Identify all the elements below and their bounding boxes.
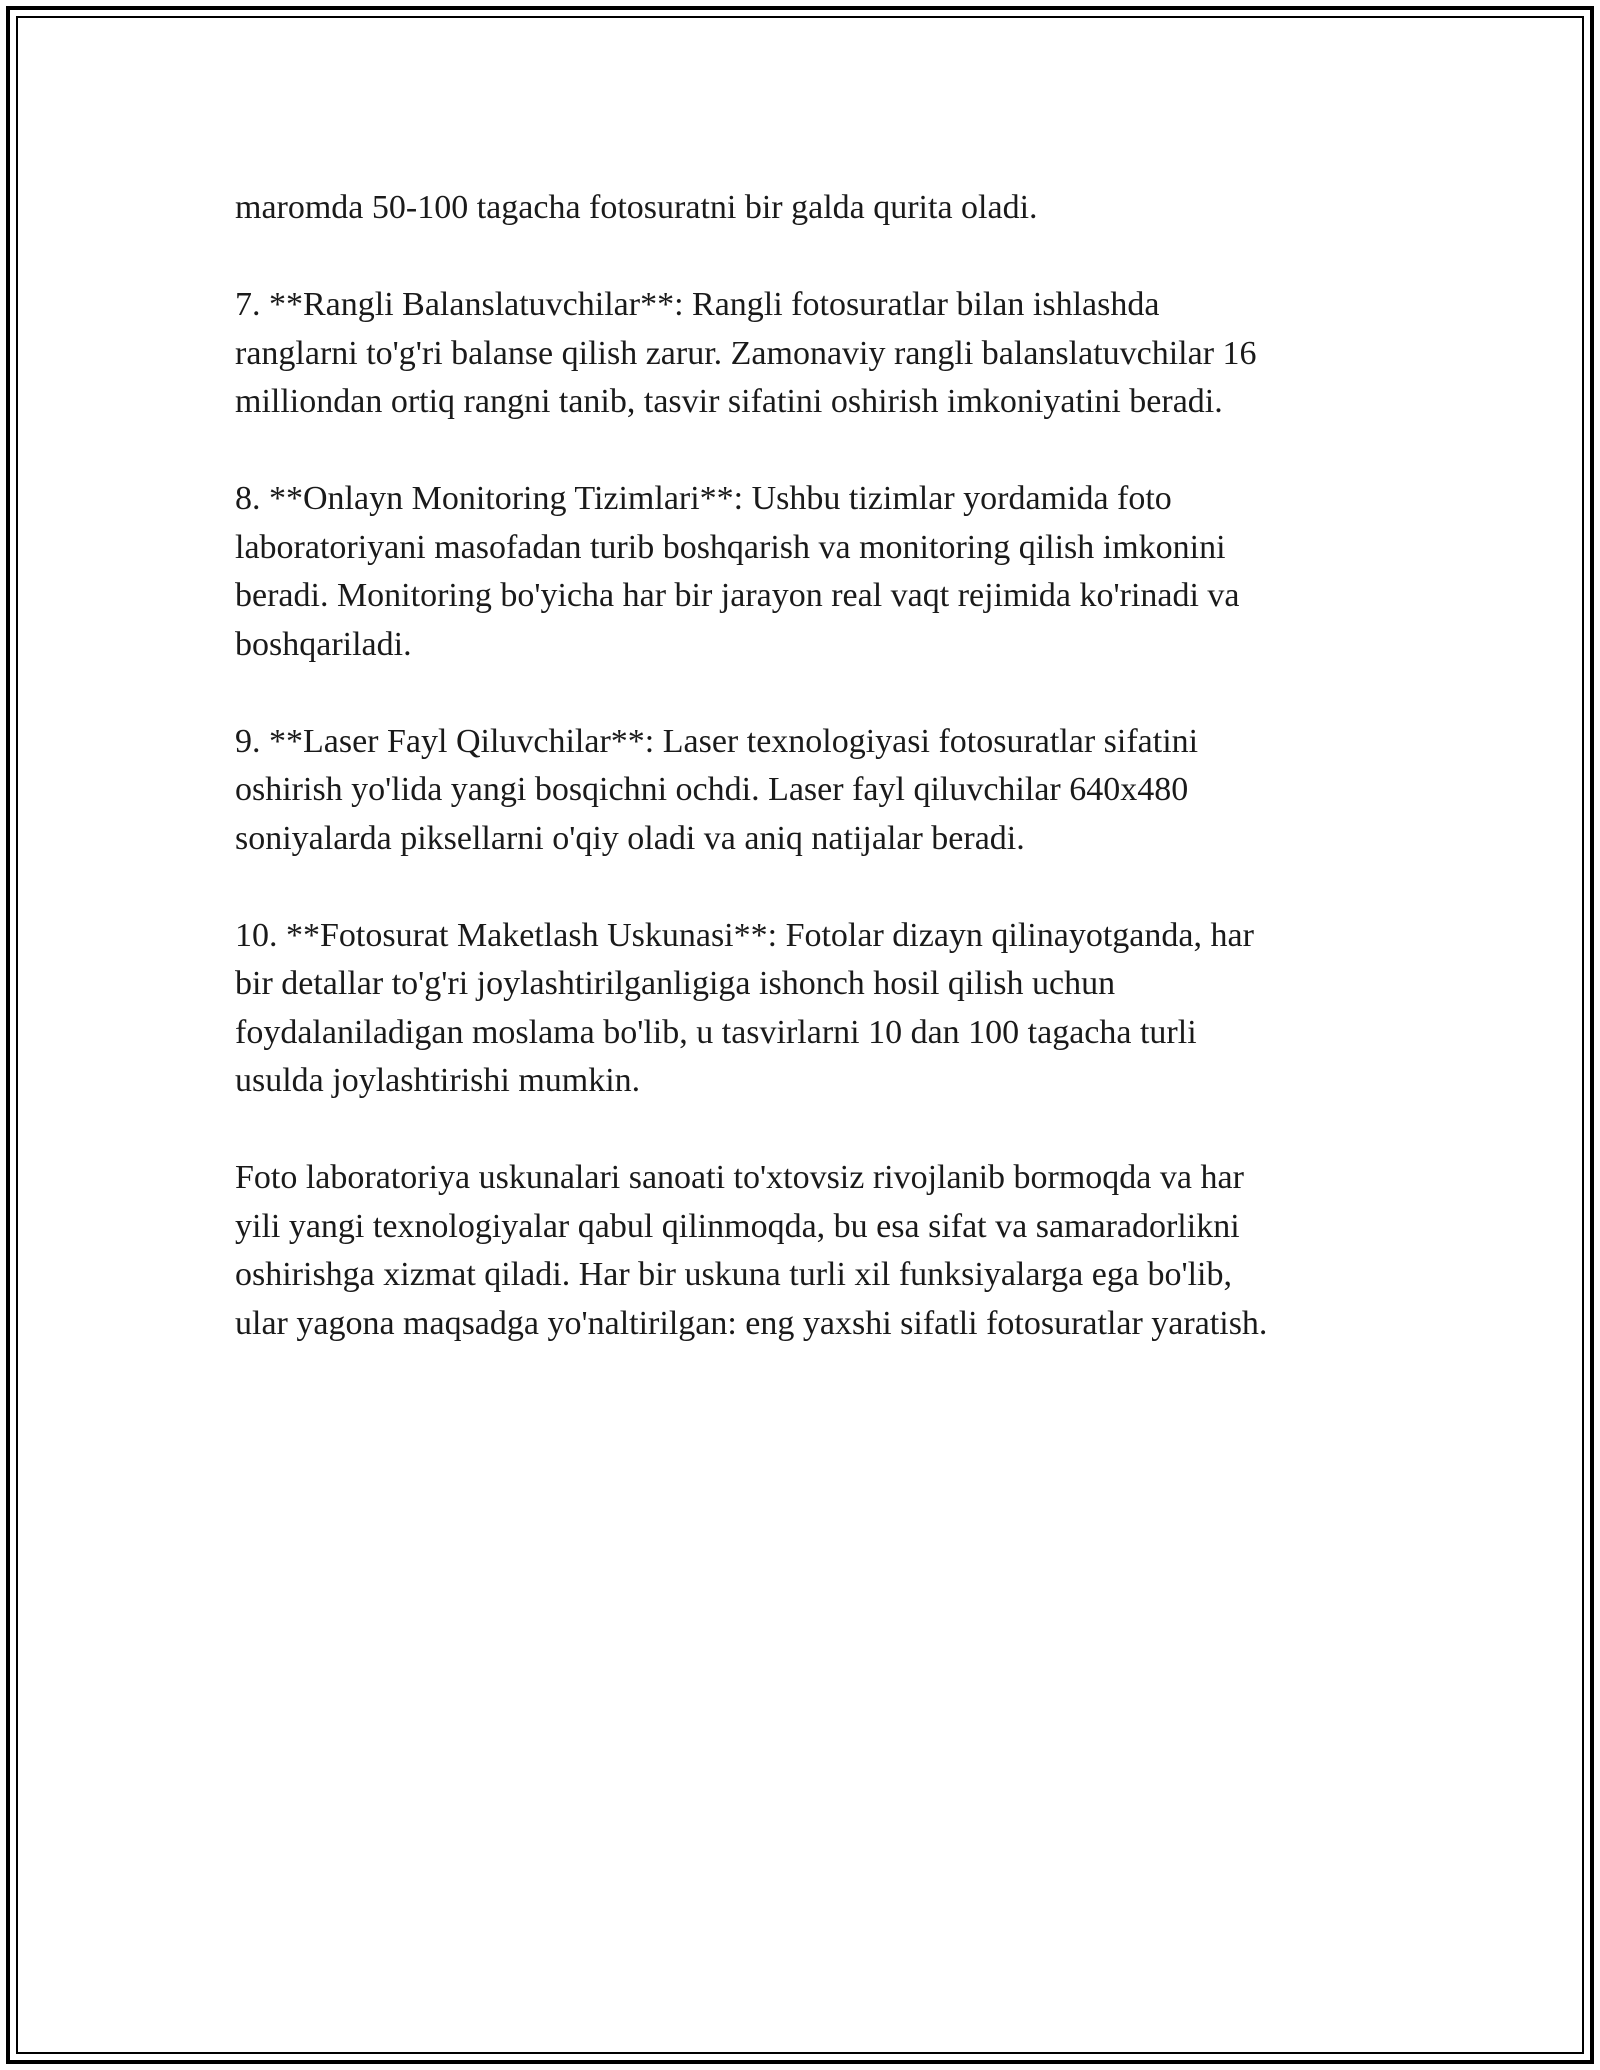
paragraph-color-balancers: 7. **Rangli Balanslatuvchilar**: Rangli fotosuratlar bilan ishlashda ranglarni to'g'ri balanse qilish zarur. Zamonaviy rangli balanslatuvchilar 16 milliondan ortiq rangni tanib, tasvir sifatini oshirish imkoniyatini beradi. — [235, 286, 1257, 420]
paragraph-online-monitoring: 8. **Onlayn Monitoring Tizimlari**: Ushbu tizimlar yordamida foto laboratoriyani masofadan turib boshqarish va monitoring qilish imkonini beradi. Monitoring bo'yicha har bir jarayon real vaqt rejimida ko'rinadi va boshqariladi. — [235, 480, 1240, 663]
paragraph-laser-file-readers: 9. **Laser Fayl Qiluvchilar**: Laser texnologiyasi fotosuratlar sifatini oshirish yo'lida yangi bosqichni ochdi. Laser fayl qiluvchilar 640x480 soniyalarda piksellarni o'qiy oladi va aniq natijalar beradi. — [235, 722, 1199, 857]
paragraph-photo-layout-equipment: 10. **Fotosurat Maketlash Uskunasi**: Fotolar dizayn qilinayotganda, har bir detallar to'g'ri joylashtirilganligiga ishonch hosil qilish uchun foydalaniladigan moslama bo'lib, u tasvirlarni 10 dan 100 tagacha turli usulda joylashtirishi mumkin. — [235, 916, 1254, 1099]
document-body — [235, 184, 1365, 1397]
paragraph-conclusion: Foto laboratoriya uskunalari sanoati to'xtovsiz rivojlanib bormoqda va har yili yangi texnologiyalar qabul qilinmoqda, bu esa sifat va samaradorlikni oshirishga xizmat qiladi. Har bir uskuna turli xil funksiyalarga ega bo'lib, ular yagona maqsadga yo'naltirilgan: eng yaxshi sifatli fotosuratlar yaratish. — [235, 1159, 1268, 1342]
paragraph-drying-continuation: maromda 50-100 tagacha fotosuratni bir galda qurita oladi. — [235, 189, 1038, 226]
